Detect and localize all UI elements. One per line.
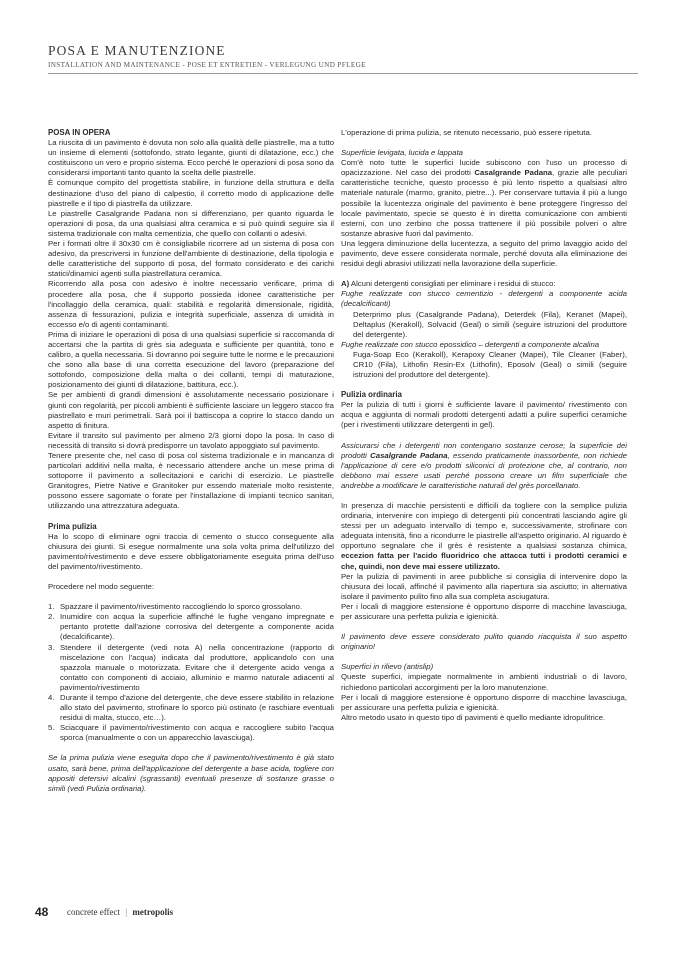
footer-collection: concrete effect xyxy=(67,907,121,917)
left-column xyxy=(48,128,334,898)
paragraph: Se per ambienti di grandi dimensioni è assolutamente necessario posizionare i giunti con regolarità, per piccoli ambienti è sufficiente lasciare un leggero stacco fra piastrellato e muri perimetrali. Sarà poi il battiscopa a coprire lo stacco dando un aspetto di finitura. xyxy=(48,390,334,430)
footer-brand: metropolis xyxy=(132,907,174,917)
paragraph: Ricorrendo alla posa con adesivo è inoltre necessario verificare, prima di procedere alla posa, che il supporto possieda idonee caratteristiche per l'incollaggio della ceramica, quali: stabilità e regolarità dimensionale, rigidità, assenza di fessurazioni, pulizia e integrità superficiale, assenza di umidità in eccesso e/o di agenti contaminanti. xyxy=(48,279,334,329)
page-number: 48 xyxy=(35,905,49,919)
paragraph: Per la pulizia di pavimenti in aree pubbliche si consiglia di intervenire dopo la chiusura dei locali, affinché il pavimento alla riapertura sia asciutto; in alternativa isolare il pavimento pulito fino alla sua completa asciugatura. xyxy=(341,571,627,601)
paragraph: Per i formati oltre il 30x30 cm è consigliabile ricorrere ad un sistema di posa con adesivo, da prescriversi in funzione dell'ambiente di destinazione, della tipologia e delle caratteristiche del supporto di posa, del formato considerato e dei carichi statici/dinamici agenti sulla piastrellatura ceramica. xyxy=(48,239,334,279)
paragraph: Queste superfici, impiegate normalmente in ambienti industriali o di lavoro, richiedono particolari accorgimenti per la loro manutenzione. xyxy=(341,672,627,692)
section-heading-pulizia-ordinaria: Pulizia ordinaria xyxy=(341,390,402,400)
subheading-rilievo: Superfici in rilievo (antislip) xyxy=(341,662,434,672)
steps-list xyxy=(48,602,334,743)
subheading-fughe-epossidico: Fughe realizzate con stucco epossidico – detergenti a componente alcalina xyxy=(341,339,600,349)
note-paragraph: Se la prima pulizia viene eseguita dopo che il pavimento/rivestimento è già stato usato, sarà bene, prima dell'applicazione del detergente a base acida, togliere con appositi detersivi alcalini (sgrassanti) eventuali presenze di sostanze grasse o simili (vedi Pulizia ordinaria). xyxy=(48,753,334,793)
paragraph: Prima di iniziare le operazioni di posa di una qualsiasi superficie si raccomanda di accertarsi che la partita di grès sia adeguata e sufficiente per quantità, tono e calibro, a quella necessaria. Si dovranno poi seguire tutte le norme e le precauzioni che sono alla base di una corretta esecuzione del lavoro (preparazione del sottofondo, composizione della malta o dei collanti, tempi di maturazione, posizionamento dei giunti di dilatazione, battitura, ecc.). xyxy=(48,329,334,390)
list-item: 2. Inumidire con acqua la superficie affinché le fughe vengano impregnate e pertanto protette dall'azione corrosiva del detergente a componente acida (decalcificante). xyxy=(48,612,334,642)
subheading-levigata: Superficie levigata, lucida e lappata xyxy=(341,148,463,158)
page-subtitle: INSTALLATION AND MAINTENANCE - POSE ET ENTRETIEN - VERLEGUNG UND PFLEGE xyxy=(48,61,366,69)
list-item: 5. Sciacquare il pavimento/rivestimento con acqua e raccogliere subito l'acqua sporca (manualmente o con un apparecchio lavasciuga). xyxy=(48,723,334,743)
paragraph: A) Alcuni detergenti consigliati per eliminare i residui di stucco: xyxy=(341,279,556,289)
brand-name: Casalgrande Padana xyxy=(474,168,553,178)
footer-separator: | xyxy=(125,907,128,917)
detergent-list: Deterprimo plus (Casalgrande Padana), Deterdek (Fila), Keranet (Mapei), Deltaplus (Kerakoll), Solvacid (Geal) o simili (seguire istruzioni del produttore del detergente). xyxy=(353,309,627,339)
paragraph: Tenere presente che, nel caso di posa col sistema tradizionale e in mancanza di particolari additivi nella malta, è necessario attendere anche un mese prima di sottoporre il pavimento a sollecitazioni e carichi di esercizio. Le piastrelle Granitogres, Pietre Native e Granitoker pur essendo materiale molto resistente, possono essere sagomate o forate per l'installazione di impianti tecnico sanitari, utilizzando una attrezzatura adeguata. xyxy=(48,451,334,511)
paragraph: Per i locali di maggiore estensione è opportuno disporre di macchine lavasciuga, per assicurare una perfetta pulizia e igienicità. xyxy=(341,692,627,712)
note-paragraph: Assicurarsi che i detergenti non contengano sostanze cerose; la superficie dei prodotti Casalgrande Padana, essendo praticamente inassorbente, non richiede l'applicazione di cere e/o prodotti siliconici di protezione che, al contrario, non debbono mai essere usati perché possono creare un film superficiale che andrebbe a modificare le caratteristiche naturali del grès porcellanato. xyxy=(341,440,627,490)
subheading-fughe-cementizio: Fughe realizzate con stucco cementizio - detergenti a componente acida (decalcificanti) xyxy=(341,289,627,309)
section-heading-posa: POSA IN OPERA xyxy=(48,128,111,137)
paragraph: Le piastrelle Casalgrande Padana non si differenziano, per quanto riguarda le operazioni di posa, da una qualsiasi altra ceramica e si può quindi seguire sia il sistema tradizionale con malta cementizia, che quello con collanti o adesivi. xyxy=(48,208,334,238)
right-column xyxy=(341,128,627,828)
list-item: 4. Durante il tempo d'azione del detergente, che deve essere stabilito in relazione allo stato del pavimento, strofinare lo sporco più ostinato (e raschiare eventuali residui di malta, stucco, etc…). xyxy=(48,692,334,723)
brand-name: Casalgrande Padana xyxy=(370,450,448,460)
section-heading-prima-pulizia: Prima pulizia xyxy=(48,521,97,531)
list-item: 1. Spazzare il pavimento/rivestimento raccogliendo lo sporco grossolano. xyxy=(48,602,303,612)
paragraph: È comunque compito del progettista stabilire, in funzione della struttura e della destinazione d'uso del piano di calpestio, il corretto modo di applicazione delle piastrelle e il tipo di piastrella da utilizzare. xyxy=(48,178,334,208)
paragraph: Procedere nel modo seguente: xyxy=(48,582,154,592)
paragraph: Altro metodo usato in questo tipo di pavimenti è quello mediante idropulitrice. xyxy=(341,712,606,722)
paragraph: Per i locali di maggiore estensione è opportuno disporre di macchine lavasciuga, per assicurare una perfetta pulizia e igienicità. xyxy=(341,601,627,622)
paragraph: La riuscita di un pavimento è dovuta non solo alla qualità delle piastrelle, ma a tutto un insieme di elementi (sottofondo, strato legante, giunti di dilatazione, ecc.) che costituiscono un vero e proprio sistema. Ecco perché le operazioni di posa sono da considerarsi importanti tanto quanto la scelta delle piastrelle. xyxy=(48,138,334,178)
note-paragraph: Il pavimento deve essere considerato pulito quando riacquista il suo aspetto originario! xyxy=(341,632,627,652)
paragraph: Una leggera diminuzione della lucentezza, a seguito del primo lavaggio acido del pavimento, deve essere considerata normale, perché dovuta alla eliminazione dei residui degli abrasivi utilizzati nella lavorazione della superficie. xyxy=(341,238,627,269)
paragraph: Com'è noto tutte le superfici lucide subiscono con l'uso un processo di opacizzazione. Nel caso dei prodotti Casalgrande Padana, grazie alle peculiari caratteristiche tecniche, questo processo è più lento rispetto a qualsiasi altro materiale naturale (marmo, granito, pietre...). Per conservare tuttavia il più a lungo possibile la lucentezza originale del pavimento è bene proteggere l'ingresso del locale pavimentato, specie se questo è in diretta comunicazione con ambienti esterni, con uno zerbino che possa trattenere il più possibile polveri o altre sostanze abrasive fuori dal pavimento. xyxy=(341,158,627,238)
header-divider xyxy=(48,73,638,74)
paragraph: In presenza di macchie persistenti e difficili da togliere con la semplice pulizia ordinaria, intervenire con impiego di detergenti più concentrati lasciando agire gli stessi per un adeguato intervallo di tempo e, successivamente, strofinare con adeguata intensità, fino a ricondurre le piastrelle all'aspetto originario. Al riguardo è opportuno segnalare che il grès è resistente a qualsiasi sostanza chimica, eccezion fatta per l'acido fluoridrico che attacca tutti i prodotti ceramici e che, quindi, non deve mai essere utilizzato. xyxy=(341,501,627,571)
paragraph: Per la pulizia di tutti i giorni è sufficiente lavare il pavimento/ rivestimento con acqua e aggiunta di normali prodotti detergenti adatti a pulire superfici ceramiche (per i rivestimenti utilizzare detergenti in gel). xyxy=(341,400,627,430)
paragraph: L'operazione di prima pulizia, se ritenuto necessario, può essere ripetuta. xyxy=(341,128,592,137)
page-title: POSA E MANUTENZIONE xyxy=(48,43,226,58)
paragraph: Ha lo scopo di eliminare ogni traccia di cemento o stucco conseguente alla chiusura dei giunti. Si esegue normalmente una sola volta prima dell'utilizzo del pavimento/rivestimento e deve essere obbligatoriamente eseguita prima dell'uso del pavimento/rivestimento. xyxy=(48,531,334,571)
detergent-list: Fuga-Soap Eco (Kerakoll), Kerapoxy Cleaner (Mapei), Tile Cleaner (Faber), CR10 (Fila), Lithofin Resin-Ex (Lithofin), Eposolv (Geal) o simili (seguire istruzioni del produttore del detergente). xyxy=(353,349,627,380)
footer-caption xyxy=(67,907,173,917)
paragraph: Evitare il transito sul pavimento per almeno 2/3 giorni dopo la posa. In caso di necessità di transito si dovrà predisporre un tavolato appoggiato sul pavimento. xyxy=(48,430,334,450)
list-item: 3. Stendere il detergente (vedi nota A) nella concentrazione (rapporto di miscelazione con l'acqua) indicata dal produttore, applicandolo con una spazzola manuale o motorizzata. Evitare che il detergente acido venga a contatto con componenti di acciaio, alluminio e marmo naturale adiacenti al pavimento/rivestimento xyxy=(48,642,334,692)
